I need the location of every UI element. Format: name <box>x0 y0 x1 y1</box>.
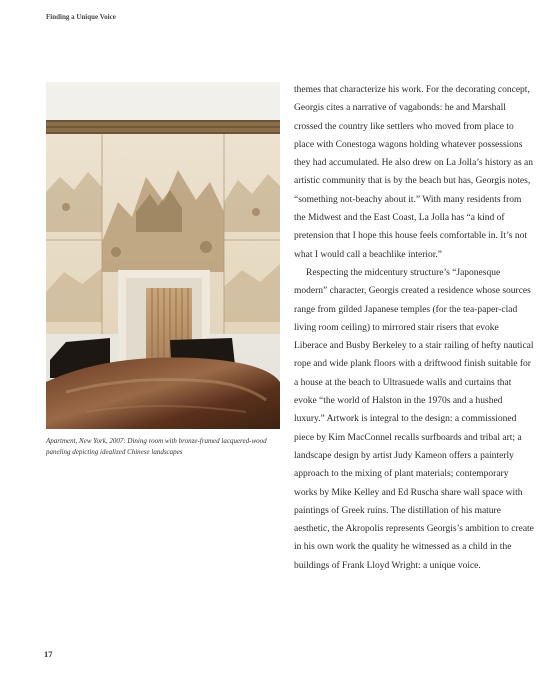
body-paragraph: Respecting the midcentury structure’s “Japonesque modern” character, Georgis created a residence whose sources range from gilded Japanese temples (for the tea-paper-clad living room ceiling) to mirrored stair risers that evoke Liberace and Busby Berkeley to a stair railing of hefty nautical rope and wide plank floors with a driftwood finish suitable for a house at the beach to Ultrasuede walls and curtains that evoke “the world of Halston in the 1970s and a hushed luxury.” Artwork is integral to the design: a commissioned piece by Kim MacConnel recalls surfboards and tribal art; a landscape design by artist Judy Kameon offers a painterly approach to the mixing of plant materials; contemporary works by Mike Kelley and Ed Ruscha share wall space with paintings of Greek ruins. The distillation of his mature aesthetic, the Akropolis represents Georgis’s ambition to create in his own work the quality he witnessed as a child in the buildings of Frank Lloyd Wright: a unique voice. <box>294 267 534 571</box>
body-text <box>294 81 534 575</box>
dining-room-photo <box>46 82 280 429</box>
photo-caption: Apartment, New York, 2007: Dining room with bronze-framed lacquered-wood paneling depicting idealized Chinese landscapes <box>46 437 267 456</box>
running-head: Finding a Unique Voice <box>46 13 116 21</box>
body-paragraph: themes that characterize his work. For the decorating concept, Georgis cites a narrative of vagabonds: he and Marshall crossed the country like settlers who moved from place to place with Conestoga wagons holding whatever possessions they had accumulated. He also drew on La Jolla’s history as an artistic community that is by the beach but has, Georgis notes, “something not-beachy about it.” With many residents from the Midwest and the East Coast, La Jolla has “a kind of pretension that I hope this house feels comfortable in. It’s not what I would call a beachlike interior.” <box>294 85 534 260</box>
page-number: 17 <box>44 649 53 659</box>
